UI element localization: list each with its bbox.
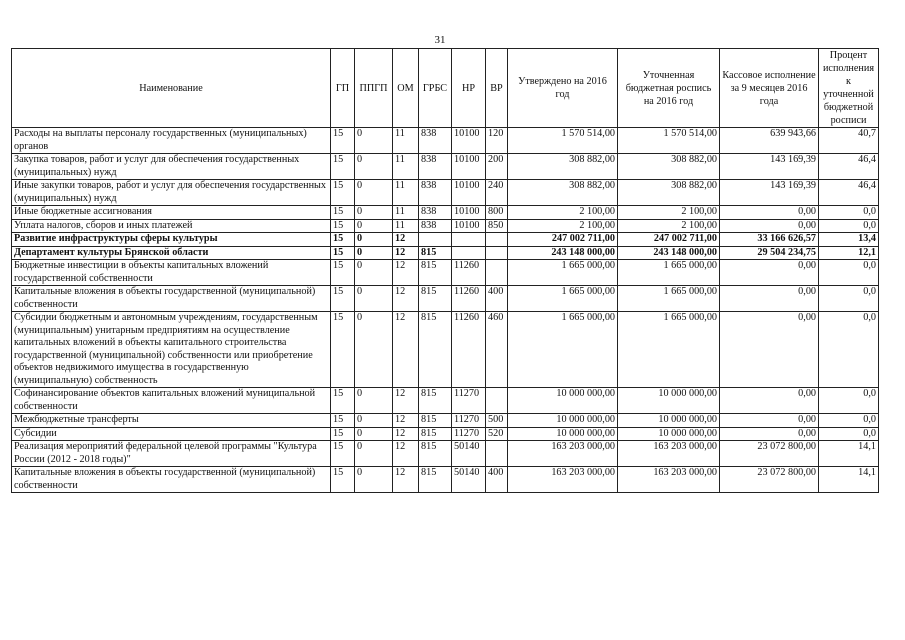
cell-executed: 0,00 [720, 388, 819, 414]
cell-approved: 163 203 000,00 [508, 467, 618, 493]
cell-nr: 11270 [452, 414, 486, 428]
cell-refined: 308 882,00 [618, 180, 720, 206]
cell-executed: 0,00 [720, 427, 819, 441]
cell-grbs: 838 [419, 128, 452, 154]
header-om: ОМ [393, 49, 419, 128]
cell-nr: 50140 [452, 441, 486, 467]
cell-grbs: 815 [419, 286, 452, 312]
cell-executed: 23 072 800,00 [720, 467, 819, 493]
cell-name: Субсидии [12, 427, 331, 441]
cell-grbs: 815 [419, 414, 452, 428]
cell-percent: 0,0 [819, 414, 879, 428]
cell-refined: 243 148 000,00 [618, 246, 720, 260]
table-row [12, 388, 879, 414]
cell-ppgp: 0 [355, 414, 393, 428]
cell-refined: 1 665 000,00 [618, 260, 720, 286]
cell-ppgp: 0 [355, 441, 393, 467]
cell-gp: 15 [331, 312, 355, 388]
cell-nr: 11260 [452, 312, 486, 388]
header-refined: Уточненная бюджетная роспись на 2016 год [618, 49, 720, 128]
cell-gp: 15 [331, 441, 355, 467]
cell-ppgp: 0 [355, 180, 393, 206]
cell-ppgp: 0 [355, 233, 393, 247]
cell-approved: 2 100,00 [508, 219, 618, 233]
header-grbs: ГРБС [419, 49, 452, 128]
cell-approved: 10 000 000,00 [508, 414, 618, 428]
cell-gp: 15 [331, 414, 355, 428]
cell-executed: 33 166 626,57 [720, 233, 819, 247]
cell-gp: 15 [331, 128, 355, 154]
cell-approved: 163 203 000,00 [508, 441, 618, 467]
header-percent: Процент исполнения к уточненной бюджетной росписи [819, 49, 879, 128]
cell-name: Иные закупки товаров, работ и услуг для обеспечения государственных (муниципальных) нужд [12, 180, 331, 206]
cell-name: Закупка товаров, работ и услуг для обеспечения государственных (муниципальных) нужд [12, 154, 331, 180]
cell-ppgp: 0 [355, 246, 393, 260]
cell-approved: 247 002 711,00 [508, 233, 618, 247]
table-row [12, 233, 879, 247]
cell-grbs: 815 [419, 388, 452, 414]
cell-nr: 11260 [452, 260, 486, 286]
cell-refined: 163 203 000,00 [618, 441, 720, 467]
cell-percent: 0,0 [819, 286, 879, 312]
cell-percent: 0,0 [819, 219, 879, 233]
header-approved: Утверждено на 2016 год [508, 49, 618, 128]
cell-name: Бюджетные инвестиции в объекты капитальных вложений государственной собственности [12, 260, 331, 286]
page-number: 31 [434, 34, 446, 46]
cell-om: 11 [393, 180, 419, 206]
table-row [12, 154, 879, 180]
cell-vr: 800 [486, 206, 508, 220]
cell-gp: 15 [331, 219, 355, 233]
cell-vr [486, 233, 508, 247]
cell-om: 12 [393, 312, 419, 388]
cell-nr [452, 246, 486, 260]
cell-approved: 1 665 000,00 [508, 286, 618, 312]
cell-approved: 1 570 514,00 [508, 128, 618, 154]
cell-vr: 520 [486, 427, 508, 441]
cell-approved: 308 882,00 [508, 154, 618, 180]
table-row [12, 286, 879, 312]
cell-executed: 143 169,39 [720, 180, 819, 206]
header-nr: НР [452, 49, 486, 128]
cell-percent: 0,0 [819, 312, 879, 388]
cell-name: Департамент культуры Брянской области [12, 246, 331, 260]
cell-refined: 2 100,00 [618, 219, 720, 233]
cell-percent: 0,0 [819, 206, 879, 220]
cell-executed: 0,00 [720, 219, 819, 233]
cell-om: 12 [393, 427, 419, 441]
cell-om: 11 [393, 206, 419, 220]
cell-approved: 308 882,00 [508, 180, 618, 206]
cell-vr: 400 [486, 286, 508, 312]
cell-percent: 40,7 [819, 128, 879, 154]
header-gp: ГП [331, 49, 355, 128]
cell-percent: 14,1 [819, 441, 879, 467]
cell-ppgp: 0 [355, 286, 393, 312]
table-row [12, 180, 879, 206]
cell-vr [486, 246, 508, 260]
table-row [12, 441, 879, 467]
cell-nr: 10100 [452, 128, 486, 154]
table-row [12, 414, 879, 428]
table-row [12, 427, 879, 441]
cell-percent: 0,0 [819, 427, 879, 441]
cell-refined: 1 570 514,00 [618, 128, 720, 154]
cell-grbs: 815 [419, 441, 452, 467]
table-row [12, 467, 879, 493]
cell-nr: 11270 [452, 388, 486, 414]
cell-nr: 10100 [452, 154, 486, 180]
cell-name: Софинансирование объектов капитальных вложений муниципальной собственности [12, 388, 331, 414]
cell-om: 12 [393, 467, 419, 493]
header-vr: ВР [486, 49, 508, 128]
cell-refined: 10 000 000,00 [618, 427, 720, 441]
cell-refined: 10 000 000,00 [618, 414, 720, 428]
cell-percent: 46,4 [819, 154, 879, 180]
cell-refined: 1 665 000,00 [618, 312, 720, 388]
cell-executed: 0,00 [720, 414, 819, 428]
cell-gp: 15 [331, 388, 355, 414]
cell-om: 12 [393, 441, 419, 467]
cell-om: 12 [393, 414, 419, 428]
cell-executed: 0,00 [720, 312, 819, 388]
cell-name: Реализация мероприятий федеральной целевой программы "Культура России (2012 - 2018 годы)" [12, 441, 331, 467]
cell-refined: 2 100,00 [618, 206, 720, 220]
cell-refined: 10 000 000,00 [618, 388, 720, 414]
cell-refined: 163 203 000,00 [618, 467, 720, 493]
cell-name: Иные бюджетные ассигнования [12, 206, 331, 220]
cell-om: 12 [393, 286, 419, 312]
cell-om: 12 [393, 233, 419, 247]
cell-percent: 0,0 [819, 260, 879, 286]
cell-om: 12 [393, 388, 419, 414]
cell-name: Субсидии бюджетным и автономным учреждениям, государственным (муниципальным) унитарным предприятиям на осуществление капитальных вложений в объекты капитального строительства государственной (муниципальной) собственности или приобретение объектов недвижимого имущества в государственную (муниципальную) собственность [12, 312, 331, 388]
cell-name: Межбюджетные трансферты [12, 414, 331, 428]
cell-gp: 15 [331, 260, 355, 286]
cell-grbs: 815 [419, 246, 452, 260]
cell-approved: 1 665 000,00 [508, 260, 618, 286]
cell-grbs: 815 [419, 467, 452, 493]
cell-gp: 15 [331, 233, 355, 247]
cell-gp: 15 [331, 286, 355, 312]
cell-om: 12 [393, 246, 419, 260]
table-row [12, 206, 879, 220]
table-header-row [12, 49, 879, 128]
cell-om: 11 [393, 219, 419, 233]
cell-executed: 0,00 [720, 206, 819, 220]
cell-nr [452, 233, 486, 247]
header-executed: Кассовое исполнение за 9 месяцев 2016 года [720, 49, 819, 128]
cell-gp: 15 [331, 246, 355, 260]
cell-grbs [419, 233, 452, 247]
cell-om: 11 [393, 154, 419, 180]
cell-vr [486, 441, 508, 467]
cell-vr: 500 [486, 414, 508, 428]
cell-nr: 10100 [452, 219, 486, 233]
cell-vr: 460 [486, 312, 508, 388]
cell-vr: 200 [486, 154, 508, 180]
cell-ppgp: 0 [355, 128, 393, 154]
cell-grbs: 838 [419, 206, 452, 220]
cell-refined: 247 002 711,00 [618, 233, 720, 247]
header-ppgp: ППГП [355, 49, 393, 128]
cell-executed: 0,00 [720, 286, 819, 312]
cell-executed: 143 169,39 [720, 154, 819, 180]
header-name: Наименование [12, 49, 331, 128]
cell-gp: 15 [331, 427, 355, 441]
cell-om: 12 [393, 260, 419, 286]
cell-ppgp: 0 [355, 206, 393, 220]
cell-percent: 0,0 [819, 388, 879, 414]
cell-nr: 11260 [452, 286, 486, 312]
cell-percent: 13,4 [819, 233, 879, 247]
table-row [12, 312, 879, 388]
table-row [12, 219, 879, 233]
cell-vr: 400 [486, 467, 508, 493]
cell-name: Уплата налогов, сборов и иных платежей [12, 219, 331, 233]
cell-nr: 11270 [452, 427, 486, 441]
cell-name: Капитальные вложения в объекты государственной (муниципальной) собственности [12, 467, 331, 493]
cell-approved: 1 665 000,00 [508, 312, 618, 388]
cell-gp: 15 [331, 180, 355, 206]
cell-name: Расходы на выплаты персоналу государственных (муниципальных) органов [12, 128, 331, 154]
cell-grbs: 815 [419, 260, 452, 286]
cell-ppgp: 0 [355, 154, 393, 180]
cell-nr: 10100 [452, 206, 486, 220]
cell-grbs: 815 [419, 427, 452, 441]
cell-nr: 50140 [452, 467, 486, 493]
cell-ppgp: 0 [355, 467, 393, 493]
cell-gp: 15 [331, 206, 355, 220]
cell-ppgp: 0 [355, 219, 393, 233]
cell-vr: 240 [486, 180, 508, 206]
cell-ppgp: 0 [355, 388, 393, 414]
cell-executed: 29 504 234,75 [720, 246, 819, 260]
cell-executed: 23 072 800,00 [720, 441, 819, 467]
cell-grbs: 838 [419, 154, 452, 180]
table-row [12, 260, 879, 286]
cell-approved: 2 100,00 [508, 206, 618, 220]
cell-grbs: 838 [419, 180, 452, 206]
cell-approved: 10 000 000,00 [508, 427, 618, 441]
cell-percent: 12,1 [819, 246, 879, 260]
cell-nr: 10100 [452, 180, 486, 206]
cell-vr: 120 [486, 128, 508, 154]
cell-approved: 243 148 000,00 [508, 246, 618, 260]
cell-vr [486, 260, 508, 286]
cell-executed: 639 943,66 [720, 128, 819, 154]
cell-grbs: 815 [419, 312, 452, 388]
cell-gp: 15 [331, 154, 355, 180]
cell-refined: 308 882,00 [618, 154, 720, 180]
cell-ppgp: 0 [355, 427, 393, 441]
table-row [12, 246, 879, 260]
cell-om: 11 [393, 128, 419, 154]
table-row [12, 128, 879, 154]
table-body [12, 128, 879, 493]
cell-percent: 14,1 [819, 467, 879, 493]
cell-gp: 15 [331, 467, 355, 493]
cell-ppgp: 0 [355, 260, 393, 286]
budget-table [11, 48, 879, 493]
cell-grbs: 838 [419, 219, 452, 233]
cell-executed: 0,00 [720, 260, 819, 286]
cell-vr [486, 388, 508, 414]
cell-approved: 10 000 000,00 [508, 388, 618, 414]
cell-refined: 1 665 000,00 [618, 286, 720, 312]
cell-name: Развитие инфраструктуры сферы культуры [12, 233, 331, 247]
cell-ppgp: 0 [355, 312, 393, 388]
cell-vr: 850 [486, 219, 508, 233]
cell-name: Капитальные вложения в объекты государственной (муниципальной) собственности [12, 286, 331, 312]
cell-percent: 46,4 [819, 180, 879, 206]
